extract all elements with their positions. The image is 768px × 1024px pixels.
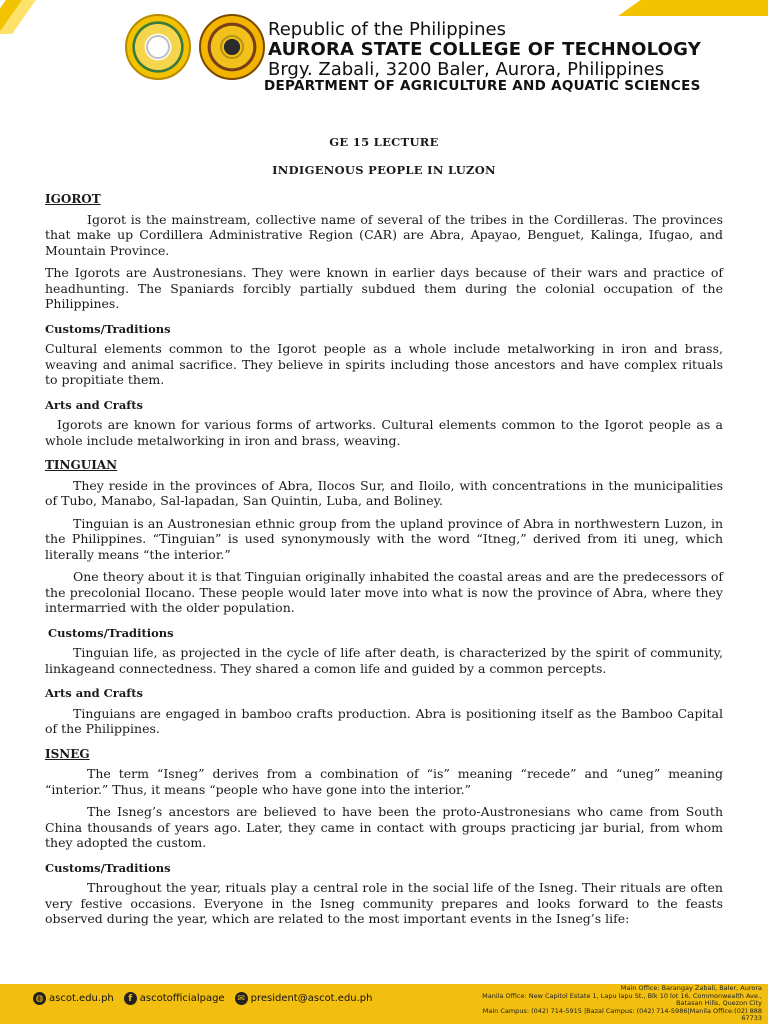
paragraph: Tinguian is an Austronesian ethnic group from the upland province of Abra in northwestern Luzon, in the Philippines. “Tinguian” is used synonymously with the word “Itneg,” derived from iti uneg, which literally means “the interior.” bbox=[45, 515, 723, 562]
paragraph: Throughout the year, rituals play a central role in the social life of the Isneg. Their rituals are often very festive occasions. Everyone in the Isneg community prepares and looks forward to the feasts observed during the year, which are related to the most important events in the Isneg’s life: bbox=[45, 880, 723, 926]
paragraph: Cultural elements common to the Igorot people as a whole include metalworking in iron and brass, weaving and animal sacrifice. They believe in spirits including those ancestors and have complex rituals to propitiate them. bbox=[45, 341, 723, 387]
ascot-seal-logo bbox=[125, 14, 191, 80]
subheading-customs: Customs/Traditions bbox=[48, 625, 174, 640]
paragraph: Igorot is the mainstream, collective name of several of the tribes in the Cordilleras. The provinces that make up Cordillera Administrative Region (CAR) are Abra, Apayao, Benguet, Kalinga, Ifugao, and Mountain Province. bbox=[45, 211, 723, 258]
subheading-customs: Customs/Traditions bbox=[45, 321, 171, 336]
document-title: INDIGENOUS PEOPLE IN LUZON bbox=[272, 162, 496, 177]
facebook-icon: f bbox=[124, 992, 137, 1005]
footer-addresses bbox=[462, 985, 762, 1023]
subheading-arts: Arts and Crafts bbox=[45, 397, 144, 412]
paragraph: The Igorots are Austronesians. They were known in earlier days because of their wars and practice of headhunting. The Spaniards forcibly partially subdued them during the colonial occupation of the Philippines. bbox=[45, 265, 723, 311]
paragraph: One theory about it is that Tinguian originally inhabited the coastal areas and are the predecessors of the precolonial Ilocano. These people would later move into what is now the province of Abra, where they intermarried with the older population. bbox=[45, 569, 723, 615]
manila-office-address: Manila Office: New Capitol Estate 1, Lapu lapu St., Blk 10 lot 16, Commonwealth Ave., bbox=[482, 991, 762, 1000]
letterhead bbox=[0, 0, 768, 112]
email-icon: ✉ bbox=[235, 992, 248, 1005]
subheading-customs: Customs/Traditions bbox=[45, 860, 171, 875]
footer-links bbox=[33, 992, 373, 1005]
college-name: AURORA STATE COLLEGE OF TECHNOLOGY bbox=[268, 39, 701, 60]
facebook-text: ascotofficialpage bbox=[139, 993, 225, 1004]
department-name: DEPARTMENT OF AGRICULTURE AND AQUATIC SCIENCES bbox=[264, 78, 701, 94]
email-text: president@ascot.edu.ph bbox=[250, 993, 373, 1004]
paragraph: The Isneg’s ancestors are believed to have been the proto-Austronesians who came from South China thousands of years ago. Later, they came in contact with groups practicing jar burial, from whom they adopted the custom. bbox=[45, 804, 723, 850]
subheading-arts: Arts and Crafts bbox=[45, 686, 144, 700]
phone-numbers: Main Campus: (042) 714-5915 |Bazal Campus: (042) 714-5986|Manila Office:(02) 888 67733 bbox=[482, 1006, 762, 1023]
manila-office-address-2: Batasan Hills, Quezon City bbox=[676, 999, 762, 1008]
header-ribbon bbox=[618, 0, 768, 16]
section-heading-igorot: IGOROT bbox=[45, 192, 101, 206]
course-title: GE 15 LECTURE bbox=[329, 135, 439, 149]
facebook-link[interactable] bbox=[124, 992, 225, 1005]
globe-icon: ◍ bbox=[33, 992, 46, 1005]
paragraph: Tinguian life, as projected in the cycle of life after death, is characterized by the spirit of community, linkageand connectedness. They shared a comon life and guided by a common percepts. bbox=[45, 645, 723, 676]
email-link[interactable] bbox=[235, 992, 373, 1005]
paragraph: Tinguians are engaged in bamboo crafts production. Abra is positioning itself as the Bamboo Capital of the Philippines. bbox=[45, 705, 723, 736]
main-office-address: Main Office: Barangay Zabali, Baler, Aurora bbox=[620, 984, 762, 992]
footer-bar bbox=[0, 984, 768, 1024]
section-heading-isneg: ISNEG bbox=[45, 746, 90, 761]
republic-line: Republic of the Philippines bbox=[268, 19, 506, 40]
document-body bbox=[45, 135, 723, 934]
header-text bbox=[268, 20, 701, 80]
section-heading-tinguian: TINGUIAN bbox=[45, 458, 118, 472]
paragraph: They reside in the provinces of Abra, Ilocos Sur, and Iloilo, with concentrations in the municipalities of Tubo, Manabo, Sal-lapadan, San Quintin, Luba, and Boliney. bbox=[45, 477, 723, 508]
website-link[interactable] bbox=[33, 992, 114, 1005]
college-address: Brgy. Zabali, 3200 Baler, Aurora, Philippines bbox=[268, 59, 665, 80]
logo-group bbox=[125, 14, 265, 80]
department-seal-logo bbox=[199, 14, 265, 80]
website-text: ascot.edu.ph bbox=[49, 993, 114, 1004]
paragraph: Igorots are known for various forms of artworks. Cultural elements common to the Igorot people as a whole include metalworking in iron and brass, weaving. bbox=[45, 417, 723, 448]
paragraph: The term “Isneg” derives from a combination of “is” meaning “recede” and “uneg” meaning “interior.” Thus, it means “people who have gone into the interior.” bbox=[45, 766, 723, 797]
